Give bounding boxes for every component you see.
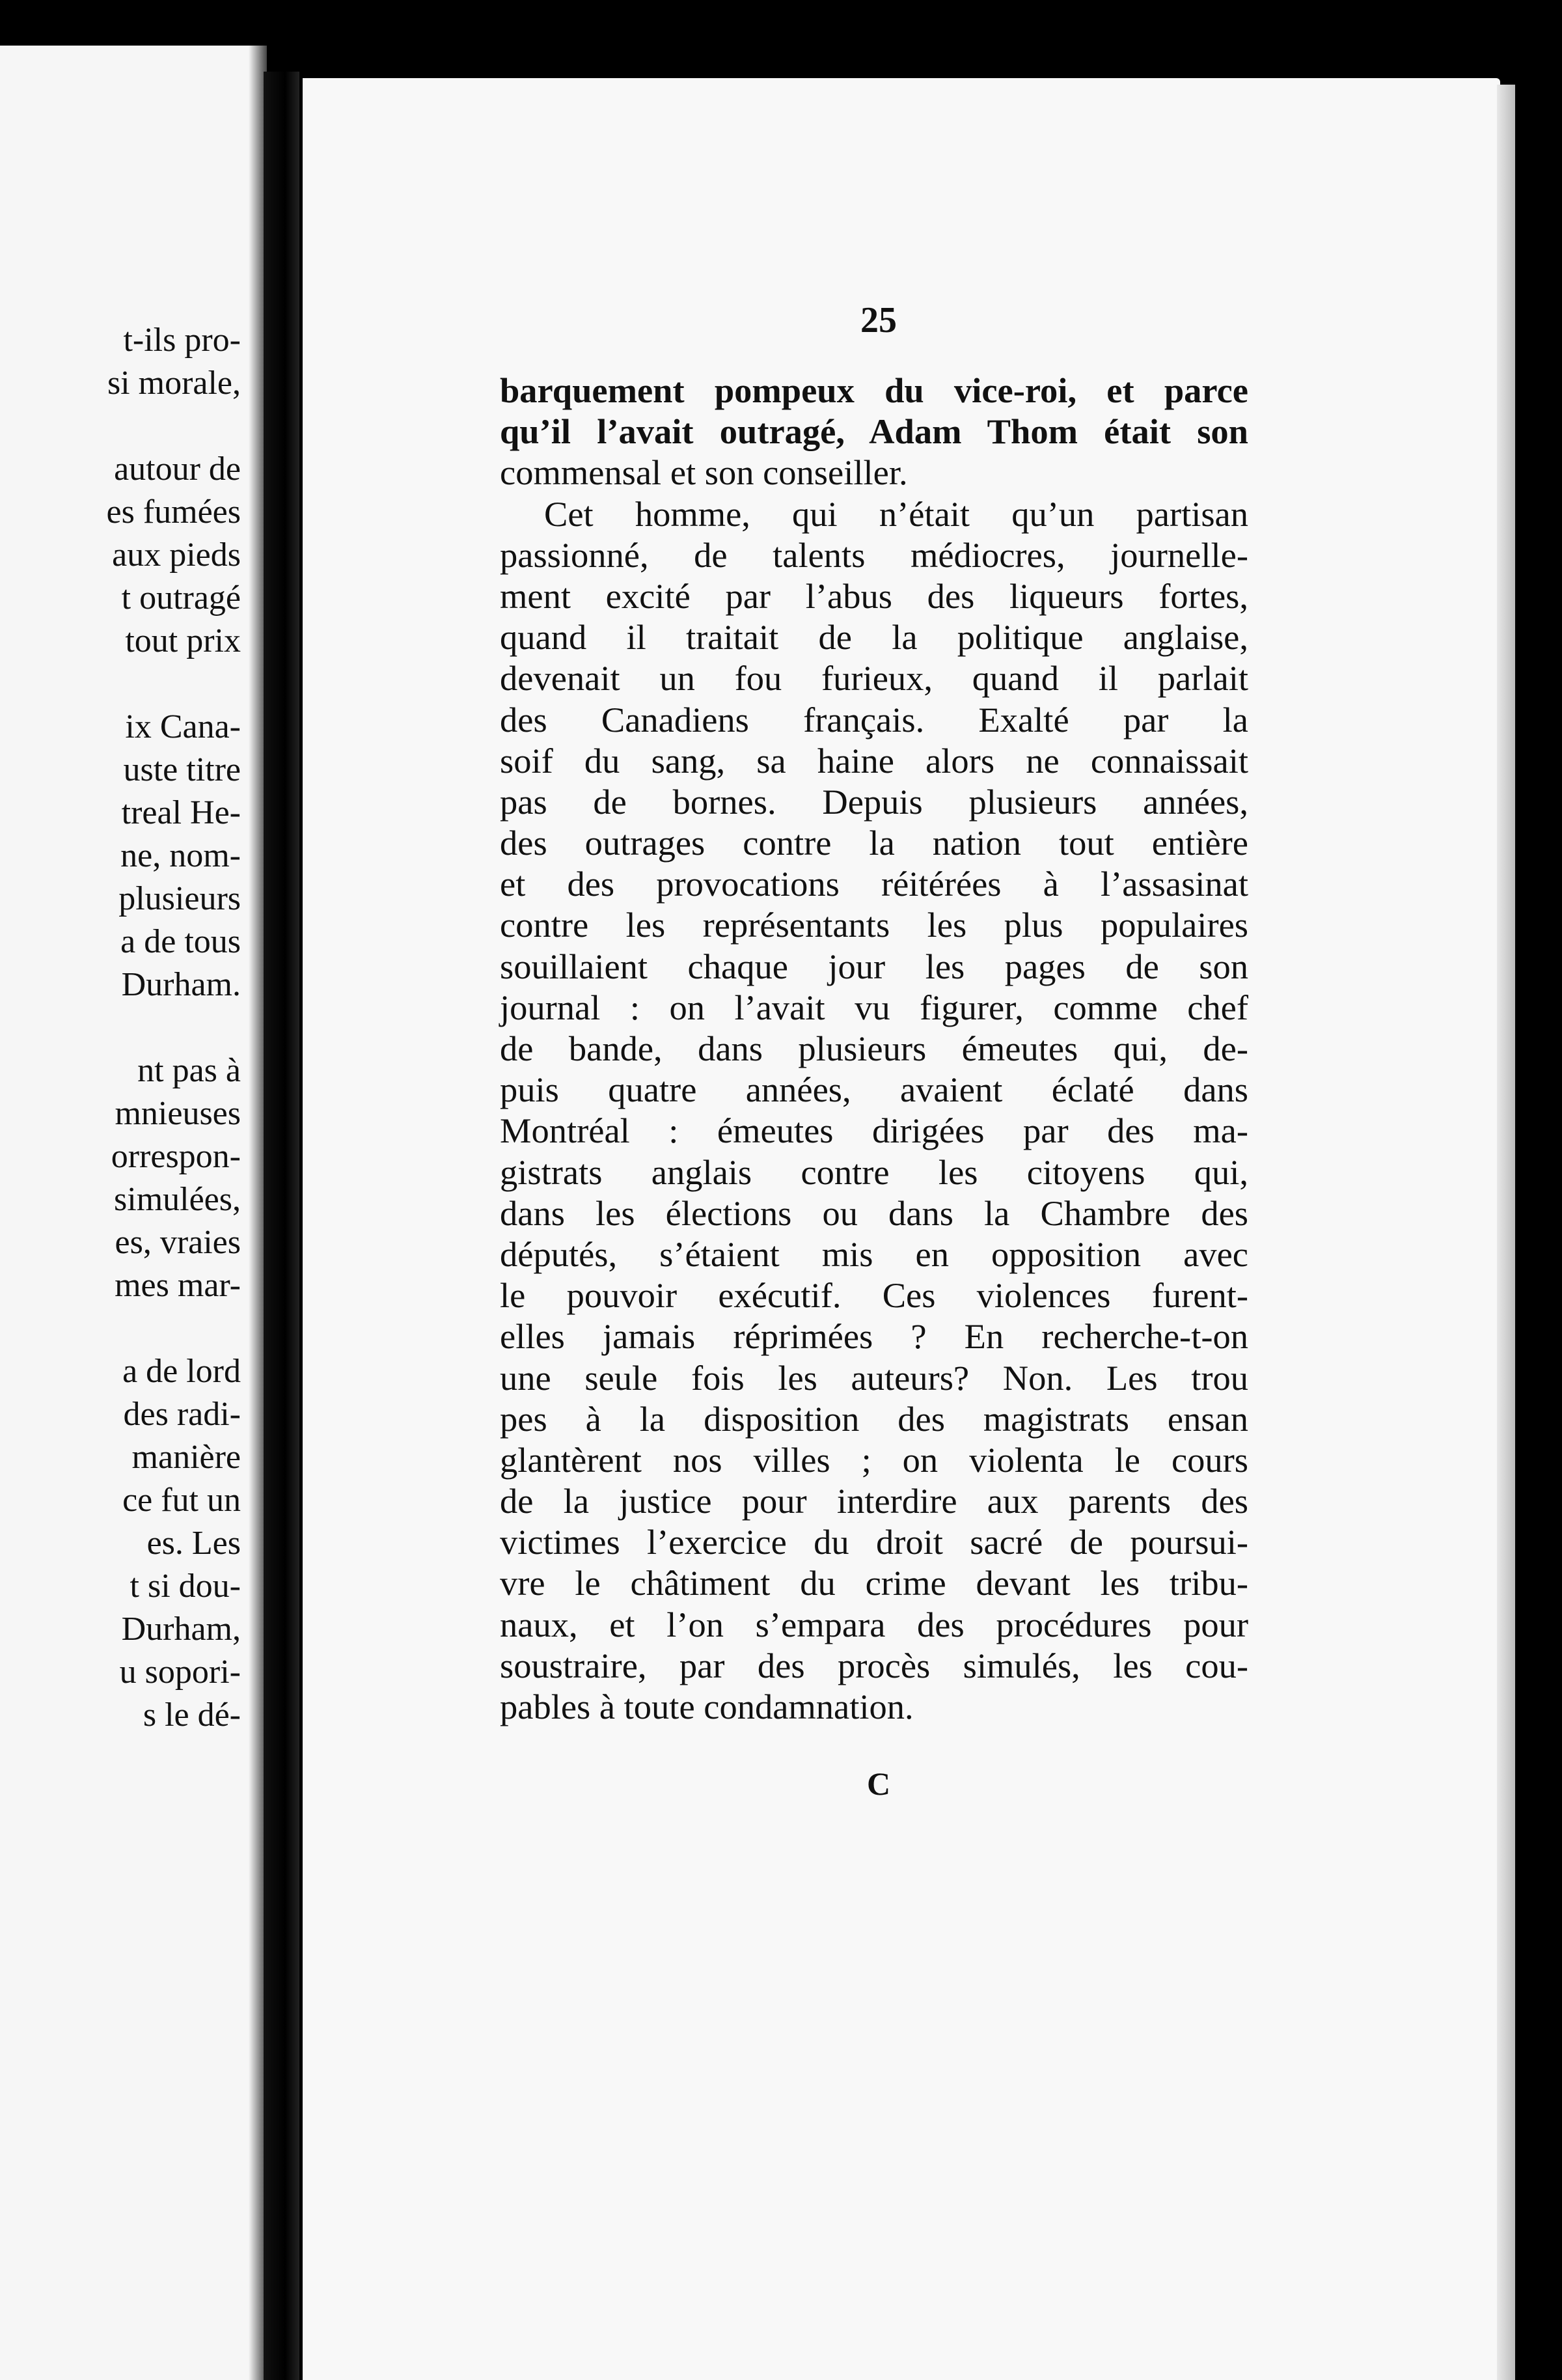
left-page-line: autour de (114, 450, 241, 488)
text-line: devenait un fou furieux, quand il parlait (500, 658, 1248, 699)
left-page-line: a de tous (120, 923, 241, 960)
text-line: souillaient chaque jour les pages de son (500, 946, 1248, 986)
left-page-line: mnieuses (115, 1095, 241, 1132)
left-page-line: t si dou- (130, 1568, 241, 1605)
text-line: de la justice pour interdire aux parents des (500, 1481, 1248, 1521)
left-page-line: treal He- (121, 794, 241, 831)
text-line: passionné, de talents médiocres, journelle- (500, 534, 1248, 575)
text-line: commensal et son conseiller. (500, 452, 908, 493)
left-page-line: uste titre (123, 751, 241, 788)
left-page-line: des radi- (123, 1396, 241, 1433)
text-line: députés, s’étaient mis en opposition avec (500, 1234, 1248, 1274)
text-line: qu’il l’avait outragé, Adam Thom était son (500, 411, 1248, 452)
book-spine (264, 72, 299, 2380)
text-line: pes à la disposition des magistrats ensan (500, 1398, 1248, 1439)
left-page-line: mes mar- (115, 1267, 241, 1304)
text-line: pas de bornes. Depuis plusieurs années, (500, 781, 1248, 822)
left-page-line: aux pieds (112, 536, 241, 574)
signature-mark: C (866, 1765, 891, 1802)
left-page-line: es fumées (106, 493, 241, 531)
left-page-line: Durham, (121, 1611, 241, 1648)
left-facing-page (0, 46, 267, 2380)
page-number: 25 (860, 300, 897, 340)
text-line: soif du sang, sa haine alors ne connaissait (500, 740, 1248, 781)
text-line: journal : on l’avait vu figurer, comme chef (500, 987, 1248, 1027)
text-line: naux, et l’on s’empara des procédures pour (500, 1604, 1248, 1644)
text-line: ment excité par l’abus des liqueurs fortes, (500, 575, 1248, 616)
left-page-line: u sopori- (119, 1654, 241, 1691)
left-page-line: t outragé (121, 579, 241, 616)
text-line: contre les représentants les plus populaires (500, 905, 1248, 945)
text-line: dans les élections ou dans la Chambre des (500, 1193, 1248, 1233)
left-page-line: si morale, (107, 365, 241, 402)
left-page-line: es, vraies (115, 1224, 241, 1261)
text-line: soustraire, par des procès simulés, les cou- (500, 1645, 1248, 1685)
text-line: des outrages contre la nation tout entière (500, 823, 1248, 863)
left-page-line: ce fut un (122, 1482, 241, 1519)
text-line: et des provocations réitérées à l’assasinat (500, 864, 1248, 904)
text-line: Montréal : émeutes dirigées par des ma- (500, 1111, 1248, 1151)
text-line: puis quatre années, avaient éclaté dans (500, 1070, 1248, 1110)
left-page-line: Durham. (121, 966, 241, 1003)
left-page-line: manière (131, 1439, 241, 1476)
text-line: elles jamais réprimées ? En recherche-t-on (500, 1316, 1248, 1357)
text-line: le pouvoir exécutif. Ces violences furent- (500, 1275, 1248, 1316)
left-page-line: plusieurs (118, 880, 241, 917)
body-text (500, 370, 1248, 1727)
left-page-line: a de lord (122, 1353, 241, 1390)
text-line: victimes l’exercice du droit sacré de poursui- (500, 1522, 1248, 1562)
text-line: vre le châtiment du crime devant les tribu- (500, 1563, 1248, 1603)
text-line: une seule fois les auteurs? Non. Les trou (500, 1357, 1248, 1398)
left-page-line: t-ils pro- (123, 322, 241, 359)
left-page-line: nt pas à (137, 1052, 241, 1089)
text-line: quand il traitait de la politique anglaise, (500, 617, 1248, 657)
text-line: Cet homme, qui n’était qu’un partisan (544, 493, 1248, 534)
page-edge (1497, 85, 1515, 2380)
left-page-line: tout prix (125, 622, 241, 659)
text-line: pables à toute condamnation. (500, 1687, 914, 1726)
left-page-line: simulées, (114, 1181, 241, 1218)
text-line: gistrats anglais contre les citoyens qui, (500, 1152, 1248, 1192)
left-page-line: orrespon- (111, 1138, 241, 1175)
left-page-line: s le dé- (143, 1696, 241, 1734)
text-line: de bande, dans plusieurs émeutes qui, de- (500, 1029, 1248, 1068)
left-page-line: es. Les (146, 1525, 241, 1562)
left-page-line: ix Cana- (125, 708, 241, 745)
text-line: glantèrent nos villes ; on violenta le cours (500, 1439, 1248, 1480)
text-line: des Canadiens français. Exalté par la (500, 699, 1248, 740)
text-line: barquement pompeux du vice-roi, et parce (500, 370, 1248, 410)
left-page-line: ne, nom- (120, 837, 241, 874)
